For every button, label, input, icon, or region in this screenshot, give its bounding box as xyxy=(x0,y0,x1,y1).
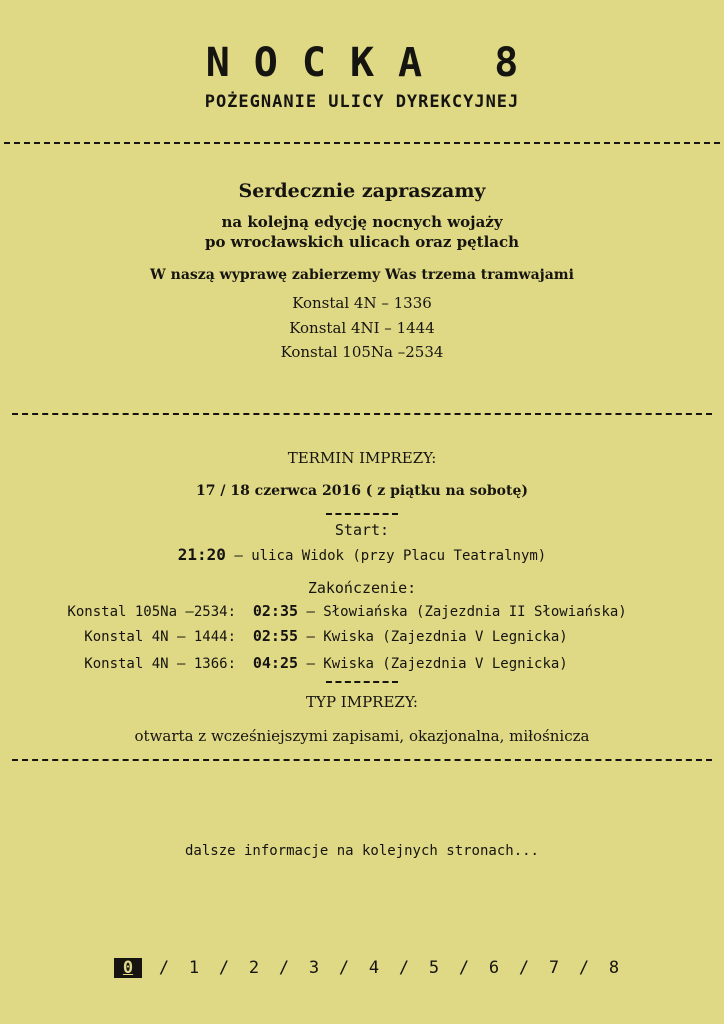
invite-heading: Serdecznie zapraszamy xyxy=(238,180,486,202)
page-separator: / xyxy=(338,958,350,978)
start-label: Start: xyxy=(334,521,390,539)
page-link-2[interactable]: 2 xyxy=(248,958,260,978)
page-link-5[interactable]: 5 xyxy=(428,958,440,978)
page-navigation xyxy=(114,958,622,978)
dashed-divider xyxy=(4,142,720,144)
page-title: NOCKA 8 xyxy=(205,40,543,86)
end-label: Zakończenie: xyxy=(307,579,417,597)
end-time: 04:25 xyxy=(252,654,299,672)
end-row xyxy=(56,602,627,620)
term-label: TERMIN IMPREZY: xyxy=(287,449,437,467)
short-dashed-divider xyxy=(326,513,398,515)
invite-line: po wrocławskich ulicach oraz pętlach xyxy=(204,233,520,251)
page-separator: / xyxy=(398,958,410,978)
page-subtitle: POŻEGNANIE ULICY DYREKCYJNEJ xyxy=(204,92,520,112)
page-link-3[interactable]: 3 xyxy=(308,958,320,978)
page-separator: / xyxy=(218,958,230,978)
page-link-8[interactable]: 8 xyxy=(608,958,620,978)
page-link-6[interactable]: 6 xyxy=(488,958,500,978)
type-label: TYP IMPREZY: xyxy=(306,693,418,711)
page-separator: / xyxy=(458,958,470,978)
page-link-4[interactable]: 4 xyxy=(368,958,380,978)
start-info xyxy=(0,545,724,564)
page-link-7[interactable]: 7 xyxy=(548,958,560,978)
page-link-0[interactable]: 0 xyxy=(114,958,142,978)
end-place: – Słowiańska (Zajezdnia II Słowiańska) xyxy=(298,604,627,620)
end-place: – Kwiska (Zajezdnia V Legnicka) xyxy=(298,629,568,645)
tram-item: Konstal 4NI – 1444 xyxy=(289,319,435,337)
start-time: 21:20 xyxy=(177,545,226,564)
more-info-text: dalsze informacje na kolejnych stronach... xyxy=(184,843,539,859)
tram-item: Konstal 4N – 1336 xyxy=(292,294,432,312)
end-time: 02:55 xyxy=(252,627,299,645)
short-dashed-divider xyxy=(326,681,398,683)
page-separator: / xyxy=(158,958,170,978)
page-link-1[interactable]: 1 xyxy=(188,958,200,978)
invite-line: W naszą wyprawę zabierzemy Was trzema tramwajami xyxy=(150,267,574,283)
page-separator: / xyxy=(578,958,590,978)
end-row xyxy=(56,654,568,672)
start-place: – ulica Widok (przy Placu Teatralnym) xyxy=(225,548,547,564)
end-row xyxy=(56,627,568,645)
end-place: – Kwiska (Zajezdnia V Legnicka) xyxy=(298,656,568,672)
end-tram: Konstal 4N – 1444: xyxy=(84,629,236,645)
page-separator: / xyxy=(278,958,290,978)
term-date: 17 / 18 czerwca 2016 ( z piątku na sobotę) xyxy=(195,483,528,499)
end-time: 02:35 xyxy=(252,602,299,620)
end-tram: Konstal 4N – 1366: xyxy=(84,656,236,672)
page-separator: / xyxy=(518,958,530,978)
tram-item: Konstal 105Na –2534 xyxy=(280,343,444,361)
invite-line: na kolejną edycję nocnych wojaży xyxy=(221,213,503,231)
dashed-divider xyxy=(12,759,712,761)
end-tram: Konstal 105Na –2534: xyxy=(67,604,236,620)
dashed-divider xyxy=(12,413,712,415)
type-value: otwarta z wcześniejszymi zapisami, okazjonalna, miłośnicza xyxy=(134,727,590,745)
